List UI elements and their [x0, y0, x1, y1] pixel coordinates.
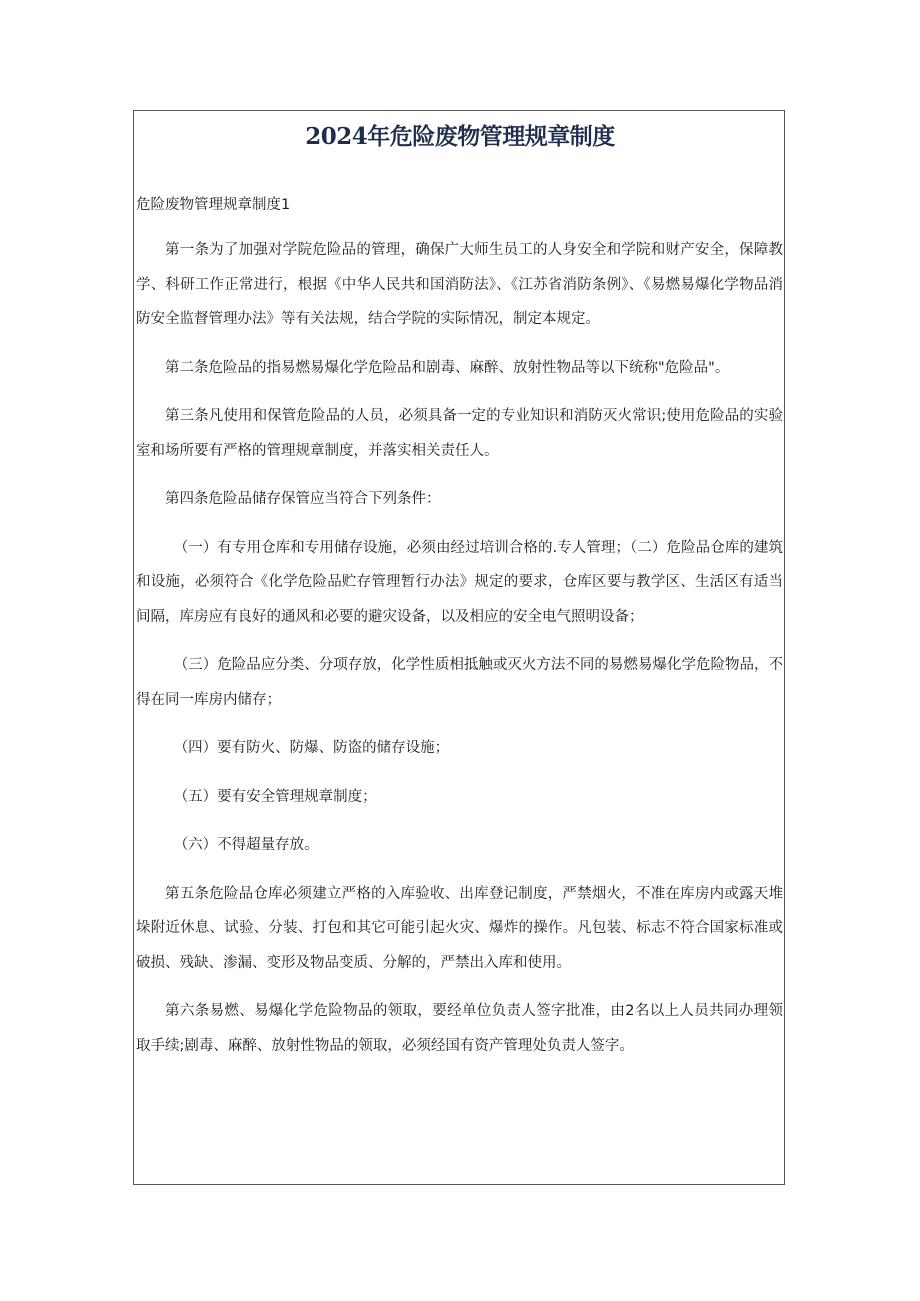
paragraph-article-6: 第六条易燃、易爆化学危险物品的领取，要经单位负责人签字批准，由2名以上人员共同办理领取手续;剧毒、麻醉、放射性物品的领取，必须经国有资产管理处负责人签字。: [136, 1003, 783, 1054]
paragraph-article-2: 第二条危险品的指易燃易爆化学危险品和剧毒、麻醉、放射性物品等以下统称"危险品"。: [165, 359, 730, 376]
paragraph-article-3: 第三条凡使用和保管危险品的人员，必须具备一定的专业知识和消防灭火常识;使用危险品的实验室和场所要有严格的管理规章制度，并落实相关责任人。: [136, 408, 783, 459]
paragraph-item-4: （四）要有防火、防爆、防盗的储存设施；: [173, 740, 450, 756]
document-title: 2024年危险废物管理规章制度: [305, 123, 615, 150]
paragraph-article-1: 第一条为了加强对学院危险品的管理，确保广大师生员工的人身安全和学院和财产安全，保障教学、科研工作正常进行，根据《中华人民共和国消防法》、《江苏省消防条例》、《易燃易爆化学物品消防安全监督管理办法》等有关法规，结合学院的实际情况，制定本规定。: [136, 242, 783, 327]
paragraph-item-6: （六）不得超量存放。: [173, 837, 319, 853]
paragraph-article-4: 第四条危险品储存保管应当符合下列条件：: [165, 491, 441, 507]
document-body: [136, 233, 783, 1077]
section-heading: 危险废物管理规章制度1: [136, 197, 291, 213]
paragraph-item-3: （三）危险品应分类、分项存放，化学性质相抵触或灭火方法不同的易燃易爆化学危险物品，不得在同一库房内储存；: [136, 657, 783, 708]
paragraph-article-5: 第五条危险品仓库必须建立严格的入库验收、出库登记制度，严禁烟火，不准在库房内或露天堆垛附近休息、试验、分装、打包和其它可能引起火灾、爆炸的操作。凡包装、标志不符合国家标准或破损、残缺、渗漏、变形及物品变质、分解的，严禁出入库和使用。: [136, 885, 783, 971]
paragraph-item-5: （五）要有安全管理规章制度；: [173, 788, 377, 805]
paragraph-item-1-2: （一）有专用仓库和专用储存设施，必须由经过培训合格的.专人管理；（二）危险品仓库的建筑和设施，必须符合《化学危险品贮存管理暂行办法》规定的要求，仓库区要与教学区、生活区有适当间隔，库房应有良好的通风和必要的避灾设备，以及相应的安全电气照明设备；: [136, 539, 783, 625]
